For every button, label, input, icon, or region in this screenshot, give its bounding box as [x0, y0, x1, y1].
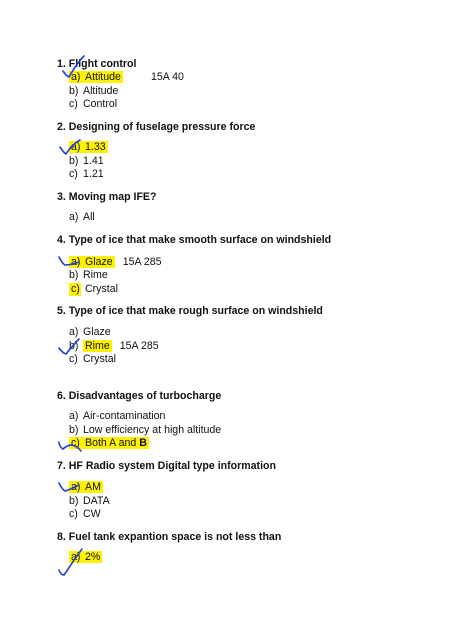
check-mark-icon [56, 546, 86, 578]
option-text: 1.33 [85, 141, 106, 153]
check-mark-icon [56, 253, 82, 269]
option-text: Crystal [85, 283, 118, 295]
check-mark-icon [58, 137, 84, 157]
option-letter: a) [71, 256, 81, 268]
check-mark-icon [56, 434, 84, 456]
check-mark-icon [60, 54, 88, 80]
question-8-title: 8. Fuel tank expantion space is not less than [57, 531, 282, 543]
check-mark-icon [56, 478, 82, 496]
option-text: 1.21 [83, 168, 104, 180]
question-3-option-a [69, 211, 95, 224]
option-text: 1.41 [83, 155, 104, 167]
option-letter: b) [69, 269, 79, 281]
option-letter: a) [71, 71, 81, 83]
option-letter: b) [69, 495, 79, 507]
reference-note: 15A 285 [119, 340, 159, 352]
question-4-option-c [69, 283, 118, 296]
option-letter: c) [69, 168, 78, 180]
option-text: 2% [85, 551, 101, 563]
option-text: All [83, 211, 95, 223]
option-letter: c) [71, 283, 80, 295]
question-6-option-b [69, 424, 221, 437]
option-text: Crystal [83, 353, 116, 365]
option-letter: c) [69, 353, 78, 365]
question-1-title: 1. Flight control [57, 58, 137, 70]
option-text: CW [83, 508, 101, 520]
option-letter: a) [69, 326, 79, 338]
option-text: Control [83, 98, 118, 110]
option-letter: b) [69, 85, 79, 97]
option-text: Glaze [83, 326, 111, 338]
option-letter: a) [69, 211, 79, 223]
question-7-option-c [69, 508, 101, 521]
question-4-title: 4. Type of ice that make smooth surface on windshield [57, 234, 332, 246]
question-7-title: 7. HF Radio system Digital type information [57, 460, 276, 472]
option-letter: a) [71, 551, 81, 563]
option-text: Both A and [85, 437, 140, 449]
option-letter: b) [69, 155, 79, 167]
option-text: DATA [83, 495, 110, 507]
question-2-title: 2. Designing of fuselage pressure force [57, 121, 256, 133]
question-3-title: 3. Moving map IFE? [57, 191, 157, 203]
question-6-title: 6. Disadvantages of turbocharge [57, 390, 222, 402]
question-4-option-b [69, 269, 108, 282]
option-letter: a) [71, 141, 81, 153]
option-text: Rime [85, 340, 110, 352]
question-1-option-b [69, 85, 118, 98]
option-text-bold: B [139, 437, 147, 449]
question-2-option-c [69, 168, 104, 181]
option-letter: c) [69, 98, 78, 110]
question-6-option-a [69, 410, 165, 423]
option-letter: c) [71, 437, 80, 449]
option-letter: b) [69, 424, 79, 436]
option-text: Glaze [85, 256, 113, 268]
question-7-option-b [69, 495, 110, 508]
option-letter: a) [71, 481, 81, 493]
question-5-option-b [69, 340, 159, 353]
option-letter: b) [69, 340, 79, 352]
option-text: Air-contamination [83, 410, 166, 422]
option-text: Rime [83, 269, 108, 281]
option-letter: a) [69, 410, 79, 422]
option-text: Attitude [85, 71, 121, 83]
reference-note: 15A 285 [122, 256, 162, 268]
question-5-title: 5. Type of ice that make rough surface on windshield [57, 305, 323, 317]
question-1-option-c [69, 98, 117, 111]
reference-note: 15A 40 [150, 71, 184, 83]
option-letter: c) [69, 508, 78, 520]
question-4-option-a [69, 256, 162, 269]
option-text: Low efficiency at high altitude [83, 424, 222, 436]
option-text: AM [85, 481, 101, 493]
option-text: Altitude [83, 85, 119, 97]
check-mark-icon [56, 335, 82, 357]
